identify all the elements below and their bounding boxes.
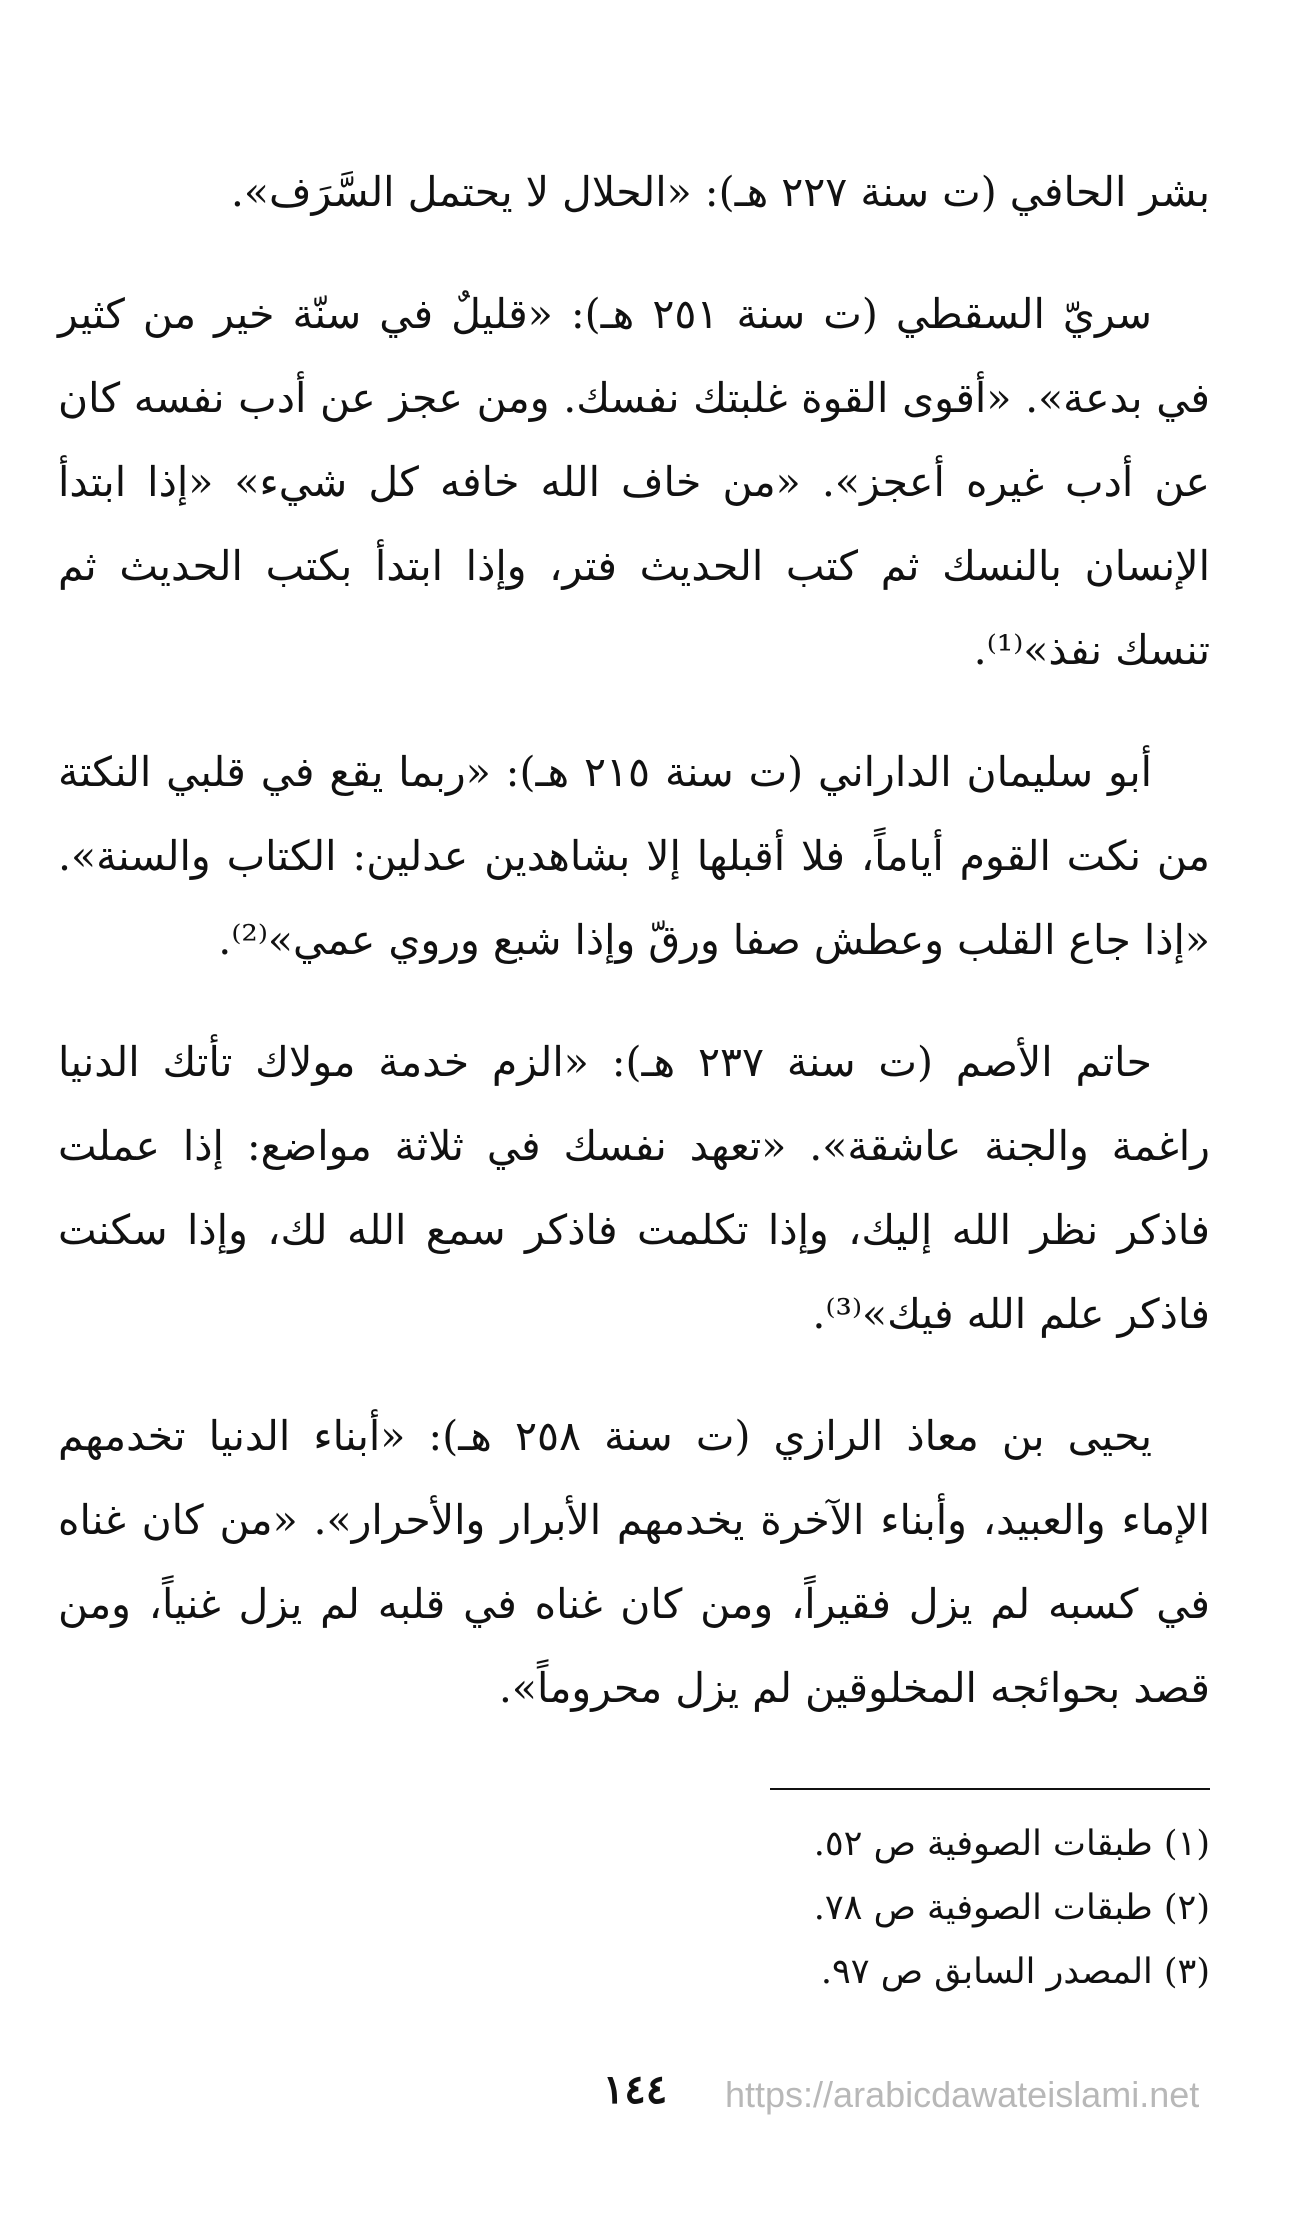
main-text xyxy=(58,150,1210,1768)
footnotes xyxy=(58,1812,1210,2004)
paragraph-abu-sulayman-al-darani: أبو سليمان الداراني (ت سنة ٢١٥ هـ): «ربما يقع في قلبي النكتة من نكت القوم أياماً، فلا أقبلها إلا بشاهدين عدلين: الكتاب والسنة». «إذا جاع القلب وعطش صفا ورقّ وإذا شبع وروي عمي»⁽²⁾. xyxy=(58,748,1210,964)
footnote-2: (٢) طبقات الصوفية ص ٧٨. xyxy=(813,1888,1210,1928)
paragraph-bishr-al-hafi: بشر الحافي (ت سنة ٢٢٧ هـ): «الحلال لا يحتمل السَّرَف». xyxy=(230,168,1210,216)
paragraph-yahya-ibn-muadh: يحيى بن معاذ الرازي (ت سنة ٢٥٨ هـ): «أبناء الدنيا تخدمهم الإماء والعبيد، وأبناء الآخرة يخدمهم الأبرار والأحرار». «من كان غناه في كسبه لم يزل فقيراً، ومن كان غناه في قلبه لم يزل غنياً، ومن قصد بحوائجه المخلوقين لم يزل محروماً». xyxy=(58,1412,1210,1712)
footnote-1: (١) طبقات الصوفية ص ٥٢. xyxy=(813,1824,1210,1864)
watermark-url: https://arabicdawateislami.net xyxy=(725,2074,1200,2115)
footnote-3: (٣) المصدر السابق ص ٩٧. xyxy=(820,1952,1210,1992)
paragraph-sari-al-saqati: سريّ السقطي (ت سنة ٢٥١ هـ): «قليلٌ في سنّة خير من كثير في بدعة». «أقوى القوة غلبتك نفسك. ومن عجز عن أدب نفسه كان عن أدب غيره أعجز». «من خاف الله خافه كل شيء» «إذا ابتدأ الإنسان بالنسك ثم كتب الحديث فتر، وإذا ابتدأ بكتب الحديث ثم تنسك نفذ»⁽¹⁾. xyxy=(58,290,1210,674)
footnote-separator xyxy=(770,1788,1210,1790)
paragraph-hatim-al-asam: حاتم الأصم (ت سنة ٢٣٧ هـ): «الزم خدمة مولاك تأتك الدنيا راغمة والجنة عاشقة». «تعهد نفسك في ثلاثة مواضع: إذا عملت فاذكر نظر الله إليك، وإذا تكلمت فاذكر سمع الله لك، وإذا سكنت فاذكر علم الله فيك»⁽³⁾. xyxy=(58,1038,1210,1338)
page-number: ١٤٤ xyxy=(602,2066,668,2113)
